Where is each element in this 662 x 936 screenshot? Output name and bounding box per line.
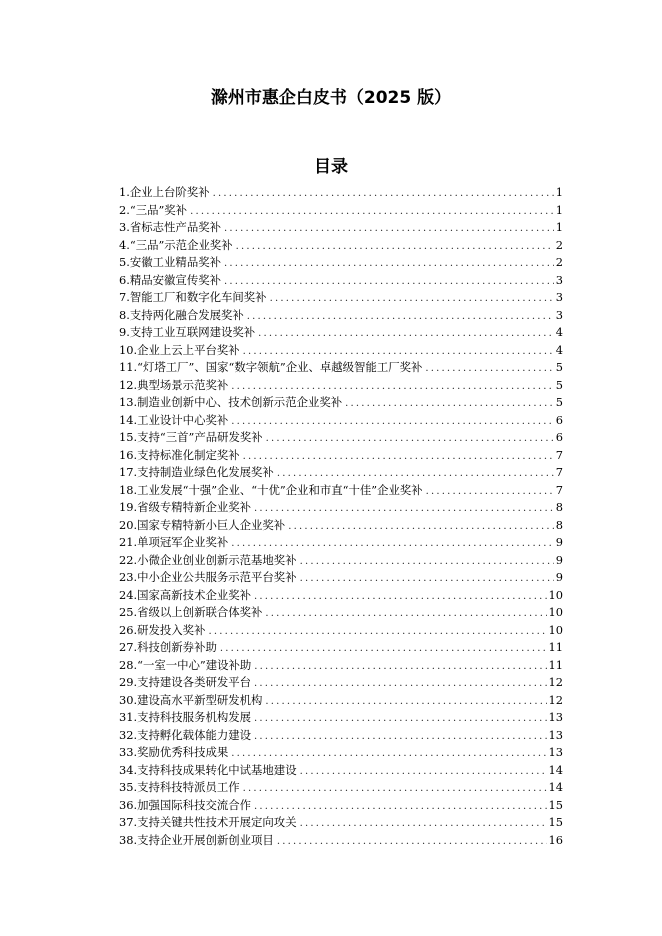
toc-entry-label: 38.支持企业开展创新创业项目 [119, 832, 274, 847]
toc-entry[interactable] [119, 464, 563, 482]
toc-entry[interactable] [119, 202, 563, 220]
toc-entry-page-number: 6 [555, 430, 563, 444]
toc-entry[interactable] [119, 569, 563, 587]
toc-dot-leader [270, 290, 554, 308]
toc-dot-leader [254, 500, 554, 518]
toc-entry-page-number: 10 [548, 605, 563, 619]
toc-entry-label: 2.“三品”奖补 [119, 202, 188, 217]
toc-dot-leader [236, 238, 554, 256]
toc-dot-leader [220, 640, 547, 658]
toc-entry-label: 18.工业发展“十强”企业、“十优”企业和市直“十佳”企业奖补 [119, 482, 423, 497]
toc-entry[interactable] [119, 447, 563, 465]
toc-entry-label: 32.支持孵化载体能力建设 [119, 727, 252, 742]
toc-dot-leader [208, 623, 546, 641]
toc-entry-page-number: 13 [548, 745, 563, 759]
toc-entry[interactable] [119, 289, 563, 307]
toc-entry-page-number: 1 [555, 185, 563, 199]
toc-entry[interactable] [119, 692, 563, 710]
toc-dot-leader [243, 780, 547, 798]
toc-dot-leader [258, 325, 554, 343]
toc-entry[interactable] [119, 674, 563, 692]
toc-dot-leader [254, 798, 546, 816]
toc-entry-label: 1.企业上台阶奖补 [119, 185, 210, 199]
toc-entry-label: 25.省级以上创新联合体奖补 [119, 605, 263, 619]
toc-entry[interactable] [119, 814, 563, 832]
toc-entry-page-number: 12 [548, 675, 563, 689]
toc-entry[interactable] [119, 762, 563, 780]
toc-entry-page-number: 3 [555, 307, 563, 322]
toc-dot-leader [243, 448, 554, 466]
toc-entry[interactable] [119, 534, 563, 552]
toc-dot-leader [254, 710, 546, 728]
toc-entry-label: 28.“一室一中心”建设补助 [119, 657, 252, 672]
toc-entry[interactable] [119, 499, 563, 517]
toc-entry-label: 24.国家高新技术企业奖补 [119, 587, 252, 602]
toc-entry[interactable] [119, 219, 563, 237]
toc-entry-page-number: 1 [555, 220, 563, 234]
toc-entry-label: 23.中小企业公共服务示范平台奖补 [119, 570, 297, 584]
toc-dot-leader [300, 815, 547, 833]
toc-entry-label: 11.“灯塔工厂”、国家“数字领航”企业、卓越级智能工厂奖补 [119, 360, 423, 374]
toc-entry-label: 35.支持科技特派员工作 [119, 780, 240, 794]
toc-entry[interactable] [119, 324, 563, 342]
toc-entry-page-number: 10 [548, 622, 563, 637]
toc-entry-label: 10.企业上云上平台奖补 [119, 342, 240, 357]
toc-dot-leader [224, 255, 554, 273]
toc-entry-page-number: 2 [555, 255, 563, 269]
toc-dot-leader [300, 553, 554, 571]
toc-entry-page-number: 5 [555, 360, 563, 374]
toc-entry-label: 8.支持两化融合发展奖补 [119, 307, 244, 322]
toc-entry[interactable] [119, 779, 563, 797]
toc-entry-page-number: 7 [555, 465, 563, 479]
toc-entry-label: 6.精品安徽宣传奖补 [119, 272, 221, 287]
toc-entry-label: 15.支持“三首”产品研发奖补 [119, 430, 263, 444]
toc-entry-page-number: 14 [548, 780, 563, 794]
toc-entry-label: 13.制造业创新中心、技术创新示范企业奖补 [119, 395, 343, 409]
toc-entry[interactable] [119, 604, 563, 622]
toc-entry-page-number: 11 [548, 640, 563, 654]
toc-entry-page-number: 5 [555, 395, 563, 409]
toc-dot-leader [277, 833, 547, 851]
toc-entry-page-number: 13 [548, 710, 563, 724]
toc-dot-leader [247, 308, 554, 326]
toc-entry[interactable] [119, 709, 563, 727]
toc-entry[interactable] [119, 622, 563, 640]
toc-entry-label: 27.科技创新券补助 [119, 640, 217, 654]
toc-entry-page-number: 7 [555, 482, 563, 497]
toc-entry-page-number: 13 [548, 727, 563, 742]
toc-dot-leader [243, 343, 554, 361]
toc-entry-page-number: 15 [548, 797, 563, 812]
toc-entry-label: 21.单项冠军企业奖补 [119, 535, 229, 549]
toc-dot-leader [254, 588, 546, 606]
toc-entry[interactable] [119, 517, 563, 535]
toc-entry-page-number: 15 [548, 815, 563, 829]
toc-entry[interactable] [119, 797, 563, 815]
toc-dot-leader [300, 570, 554, 588]
toc-entry[interactable] [119, 657, 563, 675]
toc-dot-leader [213, 185, 554, 203]
toc-entry-label: 19.省级专精特新企业奖补 [119, 500, 252, 514]
toc-entry-page-number: 9 [555, 552, 563, 567]
document-title: 滁州市惠企白皮书（2025 版） [210, 88, 452, 108]
toc-dot-leader [224, 273, 554, 291]
toc-dot-leader [254, 675, 546, 693]
toc-entry-page-number: 3 [555, 290, 563, 304]
toc-dot-leader [425, 360, 553, 378]
toc-entry[interactable] [119, 272, 563, 290]
toc-entry[interactable] [119, 552, 563, 570]
toc-entry-page-number: 4 [555, 325, 563, 339]
toc-entry-label: 34.支持科技成果转化中试基地建设 [119, 762, 297, 777]
toc-entry-label: 36.加强国际科技交流合作 [119, 797, 252, 812]
toc-entry-label: 33.奖励优秀科技成果 [119, 745, 229, 759]
toc-entry-page-number: 4 [555, 342, 563, 357]
toc-entry[interactable] [119, 482, 563, 500]
toc-entry-page-number: 1 [555, 202, 563, 217]
toc-entry-page-number: 8 [555, 517, 563, 532]
table-of-contents [119, 184, 563, 849]
toc-entry[interactable] [119, 307, 563, 325]
toc-dot-leader [265, 605, 546, 623]
toc-entry-page-number: 3 [555, 272, 563, 287]
toc-dot-leader [277, 465, 554, 483]
toc-entry[interactable] [119, 394, 563, 412]
toc-entry[interactable] [119, 412, 563, 430]
toc-entry-label: 31.支持科技服务机构发展 [119, 710, 252, 724]
toc-dot-leader [231, 745, 546, 763]
toc-dot-leader [254, 728, 546, 746]
toc-entry-page-number: 6 [555, 412, 563, 427]
toc-dot-leader [231, 378, 554, 396]
toc-entry[interactable] [119, 744, 563, 762]
toc-entry[interactable] [119, 342, 563, 360]
toc-entry[interactable] [119, 727, 563, 745]
toc-entry-label: 20.国家专精特新小巨人企业奖补 [119, 517, 286, 532]
toc-dot-leader [254, 658, 546, 676]
toc-entry-label: 30.建设高水平新型研发机构 [119, 692, 263, 707]
toc-entry-label: 4.“三品”示范企业奖补 [119, 237, 233, 252]
toc-dot-leader [265, 693, 546, 711]
toc-entry-label: 9.支持工业互联网建设奖补 [119, 325, 256, 339]
toc-dot-leader [231, 535, 554, 553]
toc-entry[interactable] [119, 184, 563, 202]
toc-entry-label: 29.支持建设各类研发平台 [119, 675, 252, 689]
toc-entry-page-number: 10 [548, 587, 563, 602]
toc-entry-page-number: 14 [548, 762, 563, 777]
toc-entry-page-number: 7 [555, 447, 563, 462]
toc-entry-label: 17.支持制造业绿色化发展奖补 [119, 465, 274, 479]
toc-entry-page-number: 9 [555, 535, 563, 549]
toc-dot-leader [224, 220, 554, 238]
toc-dot-leader [300, 763, 547, 781]
toc-dot-leader [266, 430, 554, 448]
toc-entry-label: 5.安徽工业精品奖补 [119, 255, 221, 269]
toc-entry[interactable] [119, 254, 563, 272]
toc-entry[interactable] [119, 377, 563, 395]
toc-heading: 目录 [314, 157, 348, 177]
toc-dot-leader [426, 483, 554, 501]
toc-entry-label: 37.支持关键共性技术开展定向攻关 [119, 815, 297, 829]
toc-entry[interactable] [119, 359, 563, 377]
toc-entry[interactable] [119, 429, 563, 447]
toc-dot-leader [345, 395, 554, 413]
toc-entry-label: 12.典型场景示范奖补 [119, 377, 229, 392]
toc-entry-page-number: 8 [555, 500, 563, 514]
toc-entry[interactable] [119, 832, 563, 850]
toc-entry-label: 7.智能工厂和数字化车间奖补 [119, 290, 267, 304]
toc-entry-page-number: 9 [555, 570, 563, 584]
toc-entry-label: 16.支持标准化制定奖补 [119, 447, 240, 462]
toc-entry-page-number: 5 [555, 377, 563, 392]
toc-entry[interactable] [119, 639, 563, 657]
toc-dot-leader [288, 518, 554, 536]
toc-entry-page-number: 2 [555, 237, 563, 252]
toc-entry-label: 3.省标志性产品奖补 [119, 220, 221, 234]
toc-entry-page-number: 12 [548, 692, 563, 707]
toc-entry-page-number: 11 [548, 657, 563, 672]
toc-dot-leader [190, 203, 554, 221]
toc-entry-label: 22.小微企业创业创新示范基地奖补 [119, 552, 297, 567]
toc-entry-label: 26.研发投入奖补 [119, 622, 206, 637]
toc-entry[interactable] [119, 237, 563, 255]
toc-entry-page-number: 16 [548, 832, 563, 847]
toc-entry[interactable] [119, 587, 563, 605]
toc-dot-leader [231, 413, 554, 431]
toc-entry-label: 14.工业设计中心奖补 [119, 412, 229, 427]
